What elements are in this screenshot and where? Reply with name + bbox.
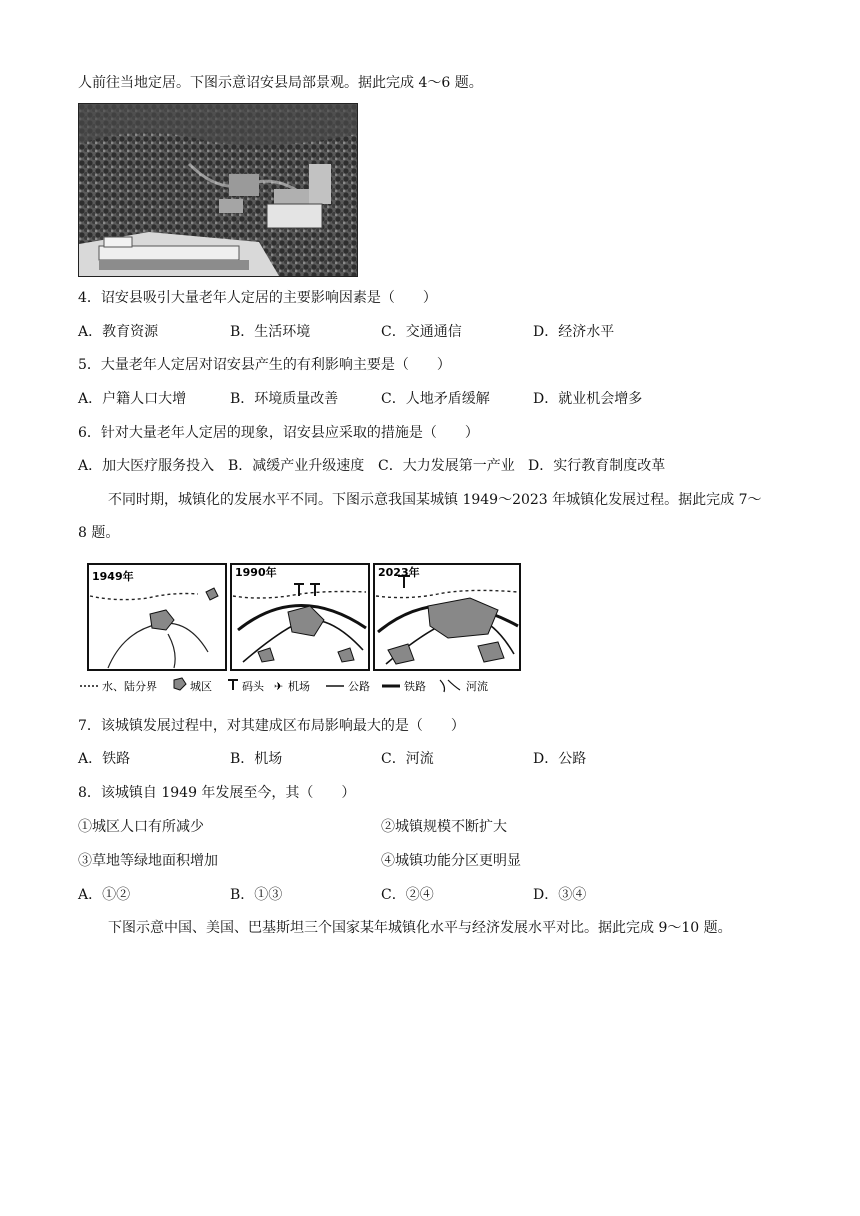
q5-option-c: C．人地矛盾缓解	[381, 391, 490, 407]
q5-option-a: A．户籍人口大增	[78, 391, 187, 407]
legend-railway: 铁路	[404, 680, 426, 693]
q8-option-c: C．②④	[381, 887, 434, 903]
q6-option-c: C．大力发展第一产业	[378, 458, 515, 474]
legend-urban-area: 城区	[190, 680, 212, 693]
map-legend	[80, 678, 488, 693]
passage2-line1: 不同时期，城镇化的发展水平不同。下图示意我国某城镇 1949～2023 年城镇化发展过程。据此完成 7～	[108, 492, 762, 508]
map-panel-1990	[231, 564, 369, 670]
legend-road: 公路	[348, 680, 370, 693]
legend-airport: 机场	[288, 680, 310, 693]
panel-label-1949: 1949年	[92, 570, 134, 583]
passage2-line2: 8 题。	[78, 525, 120, 541]
panel-label-1990: 1990年	[235, 566, 277, 579]
q7-option-c: C．河流	[381, 751, 434, 767]
q8-option-d: D．③④	[533, 887, 587, 903]
q7-option-d: D．公路	[533, 751, 587, 767]
urbanization-map-figure	[78, 562, 530, 698]
q5-option-b: B．环境质量改善	[230, 391, 339, 407]
q7-option-b: B．机场	[230, 751, 283, 767]
legend-dock: 码头	[242, 680, 264, 693]
q4-stem: 4．诏安县吸引大量老年人定居的主要影响因素是（ ）	[78, 290, 437, 306]
passage3: 下图示意中国、美国、巴基斯坦三个国家某年城镇化水平与经济发展水平对比。据此完成 9～10 题。	[108, 920, 732, 936]
q7-option-a: A．铁路	[78, 751, 131, 767]
q8-statement-3: ③草地等绿地面积增加	[78, 853, 218, 869]
q8-option-a: A．①②	[78, 887, 131, 903]
map-panel-2023	[374, 564, 520, 670]
q6-option-d: D．实行教育制度改革	[528, 458, 666, 474]
q8-statement-4: ④城镇功能分区更明显	[381, 853, 521, 869]
map-panel-1949	[88, 564, 226, 670]
q6-stem: 6．针对大量老年人定居的现象，诏安县应采取的措施是（ ）	[78, 425, 479, 441]
q7-stem: 7．该城镇发展过程中，对其建成区布局影响最大的是（ ）	[78, 718, 465, 734]
landscape-photo	[78, 103, 358, 277]
q5-stem: 5．大量老年人定居对诏安县产生的有利影响主要是（ ）	[78, 357, 451, 373]
q8-option-b: B．①③	[230, 887, 283, 903]
q8-statement-1: ①城区人口有所减少	[78, 819, 204, 835]
q4-option-c: C．交通通信	[381, 324, 462, 340]
q4-option-a: A．教育资源	[78, 324, 159, 340]
legend-water-land-boundary: 水、陆分界	[102, 680, 157, 693]
q8-statement-2: ②城镇规模不断扩大	[381, 819, 507, 835]
airport-icon: ✈	[274, 680, 284, 693]
q4-option-d: D．经济水平	[533, 324, 615, 340]
panel-label-2023: 2023年	[378, 566, 420, 579]
q4-option-b: B．生活环境	[230, 324, 311, 340]
q6-option-b: B．减缓产业升级速度	[228, 458, 365, 474]
q5-option-d: D．就业机会增多	[533, 391, 643, 407]
q8-stem: 8．该城镇自 1949 年发展至今，其（ ）	[78, 785, 356, 801]
q6-option-a: A．加大医疗服务投入	[78, 458, 215, 474]
legend-river: 河流	[466, 680, 488, 693]
intro-line: 人前往当地定居。下图示意诏安县局部景观。据此完成 4～6 题。	[78, 75, 483, 91]
